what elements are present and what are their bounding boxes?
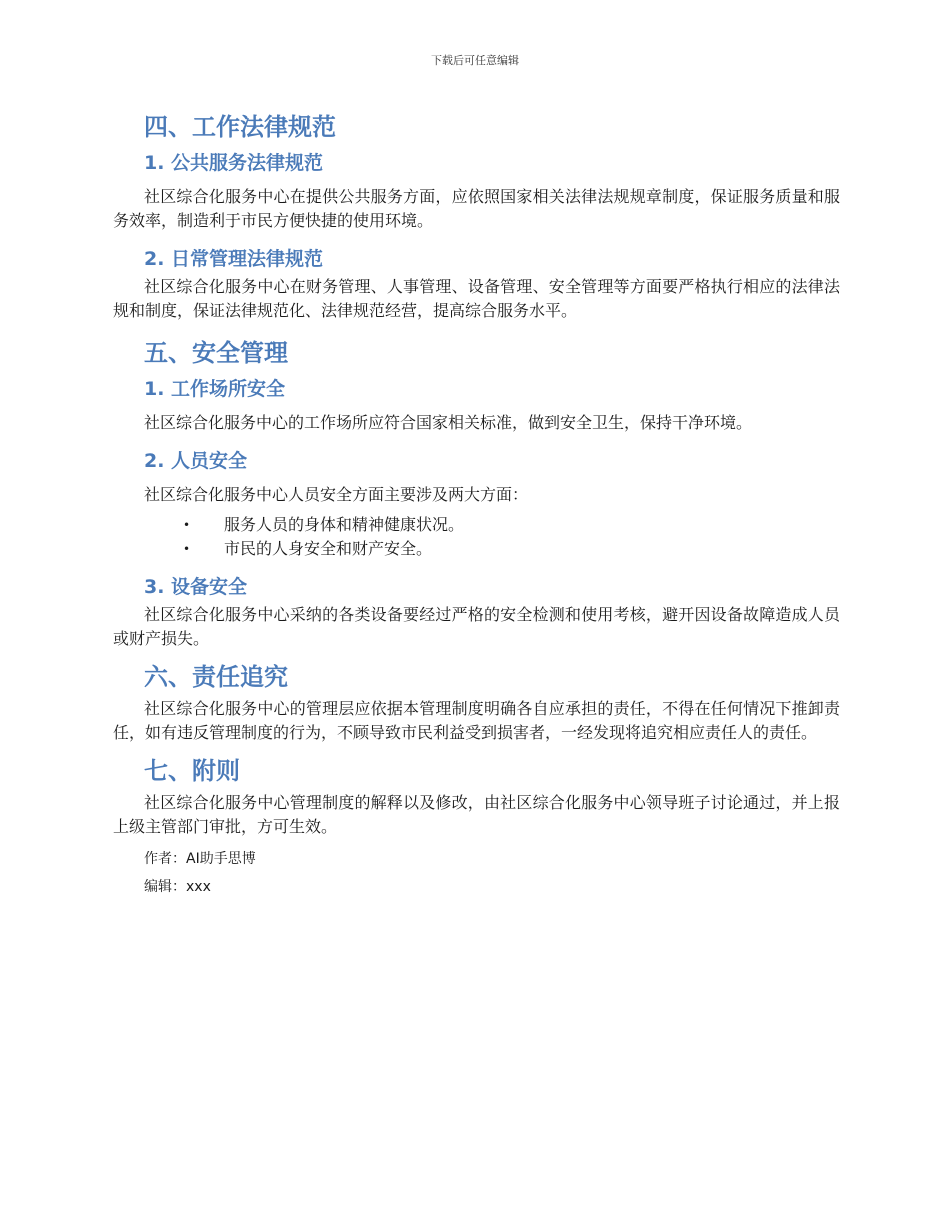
- list-item: [113, 513, 840, 537]
- editor-line: 编辑：xxx: [144, 879, 211, 895]
- section-heading-5: 五、安全管理: [144, 339, 288, 367]
- subheading-5-1: 1. 工作场所安全: [144, 378, 286, 400]
- bullet-icon: •: [183, 542, 191, 556]
- list-item-text: 市民的人身安全和财产安全。: [224, 539, 433, 558]
- subheading-4-2: 2. 日常管理法律规范: [144, 248, 324, 270]
- paragraph-4-1: 社区综合化服务中心在提供公共服务方面，应依照国家相关法律法规规章制度，保证服务质量和服务效率，制造利于市民方便快捷的使用环境。: [113, 187, 840, 230]
- bullet-list: [113, 513, 840, 561]
- subheading-5-3: 3. 设备安全: [144, 576, 248, 598]
- paragraph-7: 社区综合化服务中心管理制度的解释以及修改，由社区综合化服务中心领导班子讨论通过，并上报上级主管部门审批，方可生效。: [113, 793, 840, 836]
- paragraph-4-2: 社区综合化服务中心在财务管理、人事管理、设备管理、安全管理等方面要严格执行相应的法律法规和制度，保证法律规范化、法律规范经营，提高综合服务水平。: [113, 277, 840, 320]
- section-heading-4: 四、工作法律规范: [144, 113, 336, 141]
- list-item-text: 服务人员的身体和精神健康状况。: [224, 515, 465, 534]
- list-item: [113, 537, 840, 561]
- paragraph-6: 社区综合化服务中心的管理层应依据本管理制度明确各自应承担的责任，不得在任何情况下推卸责任，如有违反管理制度的行为，不顾导致市民利益受到损害者，一经发现将追究相应责任人的责任。: [113, 699, 840, 742]
- section-heading-7: 七、附则: [144, 757, 240, 785]
- document-body: [113, 107, 840, 901]
- subheading-4-1: 1. 公共服务法律规范: [144, 152, 324, 174]
- bullet-icon: •: [183, 518, 191, 532]
- paragraph-5-2: 社区综合化服务中心人员安全方面主要涉及两大方面：: [144, 485, 529, 504]
- header-note: 下载后可任意编辑: [431, 54, 519, 67]
- subheading-5-2: 2. 人员安全: [144, 450, 248, 472]
- paragraph-5-1: 社区综合化服务中心的工作场所应符合国家相关标准，做到安全卫生，保持干净环境。: [144, 413, 753, 432]
- section-heading-6: 六、责任追究: [144, 663, 288, 691]
- author-line: 作者：AI助手思博: [144, 851, 256, 867]
- paragraph-5-3: 社区综合化服务中心采纳的各类设备要经过严格的安全检测和使用考核，避开因设备故障造成人员或财产损失。: [113, 605, 840, 648]
